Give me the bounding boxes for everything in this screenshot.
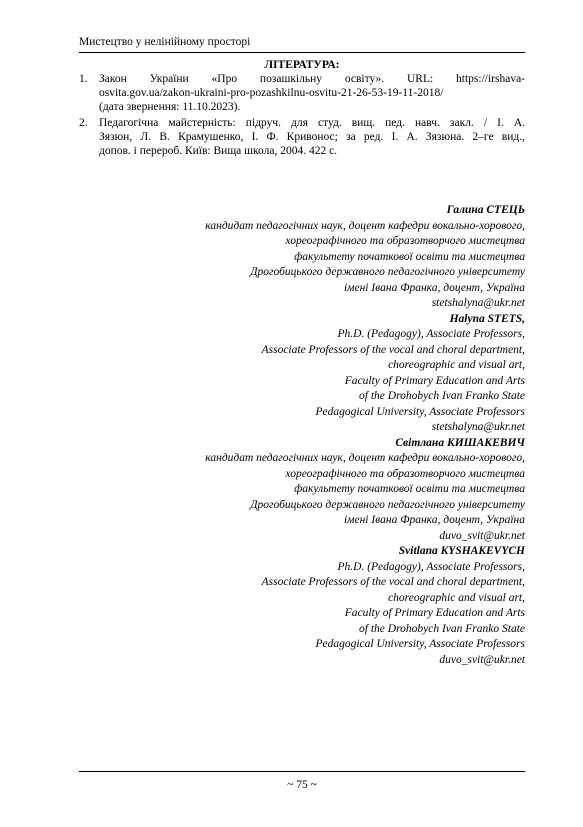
author-detail: Pedagogical University, Associate Professors bbox=[315, 638, 525, 650]
page-number: ~ 75 ~ bbox=[287, 779, 317, 791]
author-name: Світлана КИШАКЕВИЧ bbox=[395, 436, 525, 449]
reference-text bbox=[99, 72, 525, 114]
reference-item bbox=[79, 116, 525, 158]
author-name: Svitlana KYSHAKEVYCH bbox=[398, 545, 525, 557]
author-detail: Дрогобицького державного педагогічного університету bbox=[250, 498, 525, 511]
reference-text bbox=[99, 116, 525, 158]
author-detail: кандидат педагогічних наук, доцент кафедри вокально-хорового, bbox=[205, 219, 525, 232]
reference-line: Педагогічна майстерність: підруч. для студ. вищ. пед. навч. закл. / І. А. bbox=[99, 117, 525, 129]
author-detail: of the Drohobych Ivan Franko State bbox=[359, 622, 525, 635]
author-detail: Ph.D. (Pedagogy), Associate Professors, bbox=[337, 328, 525, 340]
author-detail: choreographic and visual art, bbox=[388, 359, 525, 371]
author-detail: хореографічного та образотворчого мистецтва bbox=[285, 467, 525, 480]
reference-line: (дата звернення: 11.10.2023). bbox=[99, 101, 241, 113]
footer-rule bbox=[79, 771, 525, 772]
author-detail: Ph.D. (Pedagogy), Associate Professors, bbox=[337, 560, 525, 573]
author-detail: Faculty of Primary Education and Arts bbox=[344, 607, 525, 619]
author-detail: Faculty of Primary Education and Arts bbox=[344, 374, 525, 387]
header-rule bbox=[79, 52, 525, 53]
author-email[interactable]: stetshalyna@ukr.net bbox=[431, 297, 525, 309]
author-detail: of the Drohobych Ivan Franko State bbox=[359, 390, 525, 402]
author-detail: Дрогобицького державного педагогічного університету bbox=[250, 266, 525, 278]
reference-url[interactable]: osvita.gov.ua/zakon-ukraini-pro-pozashkilnu-osvitu-21-26-53-19-11-2018/ bbox=[99, 87, 444, 99]
author-name: Halyna STETS, bbox=[449, 312, 525, 325]
author-detail: імені Івана Франка, доцент, Україна bbox=[343, 514, 525, 526]
author-detail: Associate Professors of the vocal and choral department, bbox=[261, 576, 525, 588]
reference-line: Закон України «Про позашкільну освіту». URL: https://irshava- bbox=[99, 73, 525, 85]
author-detail: хореографічного та образотворчого мистецтва bbox=[285, 235, 525, 247]
running-header: Мистецтво у нелінійному просторі bbox=[79, 36, 251, 48]
author-name: Галина СТЕЦЬ bbox=[446, 204, 525, 216]
author-email[interactable]: stetshalyna@ukr.net bbox=[431, 421, 525, 433]
author-detail: choreographic and visual art, bbox=[388, 591, 525, 604]
author-detail: імені Івана Франка, доцент, Україна bbox=[343, 281, 525, 294]
author-email[interactable]: duvo_svit@ukr.net bbox=[439, 529, 525, 542]
reference-line: допов. і перероб. Київ: Вища школа, 2004. 422 с. bbox=[99, 145, 338, 157]
author-detail: кандидат педагогічних наук, доцент кафедри вокально-хорового, bbox=[205, 452, 525, 464]
author-info-block bbox=[79, 203, 525, 668]
author-detail: факультету початкової освіти та мистецтва bbox=[294, 250, 525, 263]
reference-number: 1. bbox=[79, 73, 88, 85]
reference-number: 2. bbox=[79, 117, 88, 129]
references-list bbox=[79, 72, 525, 160]
reference-line: Зязюн, Л. В. Крамушенко, І. Ф. Кривонос; за ред. І. А. Зязюна. 2–ге вид., bbox=[99, 131, 525, 143]
author-email[interactable]: duvo_svit@ukr.net bbox=[439, 653, 525, 666]
references-title: ЛІТЕРАТУРА: bbox=[264, 59, 340, 71]
reference-item bbox=[79, 72, 525, 114]
author-detail: Associate Professors of the vocal and choral department, bbox=[261, 343, 525, 356]
author-detail: факультету початкової освіти та мистецтва bbox=[294, 483, 525, 495]
author-detail: Pedagogical University, Associate Professors bbox=[315, 405, 525, 418]
